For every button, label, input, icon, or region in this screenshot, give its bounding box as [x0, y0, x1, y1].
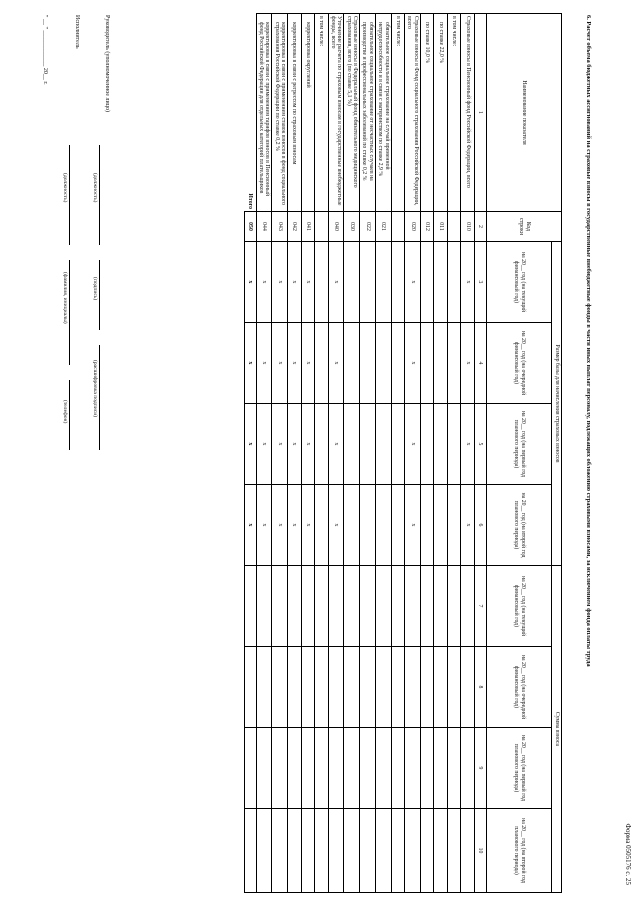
row-name: в том числе:: [391, 14, 405, 212]
header-name: Наименование показателя: [486, 14, 561, 212]
table-cell: x: [405, 485, 421, 566]
executor-name-line[interactable]: [69, 260, 78, 365]
column-number: 9: [474, 728, 486, 809]
table-cell: [288, 647, 302, 728]
row-name: Уточнение расчета по страховым взносам в государственные внебюджетные фонды, всего: [328, 14, 344, 212]
table-cell: [420, 728, 434, 809]
executor-phone-hint: (телефон): [62, 400, 68, 424]
table-cell: [315, 485, 329, 566]
total-cell: [244, 728, 256, 809]
row-code: 020: [405, 212, 421, 242]
table-cell: [360, 809, 376, 893]
table-row: [420, 14, 434, 893]
table-body: [256, 14, 474, 893]
table-row: [272, 14, 288, 893]
row-name: обязательное социальное страхование на случай временной нетрудоспособности и в связи с материнством по ставке 2,9 %: [375, 14, 391, 212]
table-cell: [420, 647, 434, 728]
table-cell: [375, 566, 391, 647]
table-cell: [391, 323, 405, 404]
table-cell: x: [405, 404, 421, 485]
table-cell: [391, 242, 405, 323]
row-code: [315, 212, 329, 242]
column-number: 7: [474, 566, 486, 647]
table-cell: [405, 647, 421, 728]
header-year: на 20__ год (на очередной финансовый год): [486, 647, 551, 728]
table-cell: [447, 566, 461, 647]
total-cell: x: [244, 242, 256, 323]
row-name: Страховые взносы в Фонд социального страхования Российской Федерации, всего: [405, 14, 421, 212]
table-cell: x: [461, 323, 475, 404]
column-number: 8: [474, 647, 486, 728]
head-signature-line[interactable]: [99, 260, 108, 330]
table-cell: x: [328, 485, 344, 566]
row-name: обязательное социальное страхование от несчастных случаев на производстве и профессиональных заболеваний по ставке 0,2 %: [360, 14, 376, 212]
table-cell: [375, 242, 391, 323]
executor-label: Исполнитель: [74, 15, 80, 49]
table-cell: x: [405, 323, 421, 404]
table-row: [405, 14, 421, 893]
table-cell: [420, 809, 434, 893]
table-cell: [328, 809, 344, 893]
table-cell: [420, 566, 434, 647]
table-cell: x: [461, 404, 475, 485]
row-name: Страховые взносы в Пенсионный фонд Российской Федерации, всего: [461, 14, 475, 212]
table-cell: [420, 485, 434, 566]
table-cell: [301, 728, 315, 809]
row-name: Страховые взносы в Федеральный фонд обязательного медицинского страхования, всего (по ставке 5,1 %): [344, 14, 360, 212]
table-cell: x: [328, 323, 344, 404]
header-code: Код строки: [486, 212, 561, 242]
table-cell: [328, 647, 344, 728]
total-cell: x: [244, 323, 256, 404]
table-cell: x: [301, 404, 315, 485]
table-row: [360, 14, 376, 893]
section-title: 6. Расчет объема бюджетных ассигнований на страховые взносы в государственные внебюджетные фонды в части иных выплат персоналу, подлежащих обложению страховыми взносами, за исключением фонда оплаты труда: [585, 15, 592, 667]
header-year: на 20__ год (на первый год планового периода): [486, 404, 551, 485]
table-cell: [434, 566, 448, 647]
table-cell: [391, 809, 405, 893]
table-cell: [434, 647, 448, 728]
row-name: корректировка округлений: [301, 14, 315, 212]
table-row: [315, 14, 329, 893]
table-cell: [315, 323, 329, 404]
column-number: 4: [474, 323, 486, 404]
table-cell: [344, 647, 360, 728]
table-row: [288, 14, 302, 893]
table-cell: [375, 404, 391, 485]
table-cell: [447, 647, 461, 728]
table-cell: [272, 647, 288, 728]
table-cell: x: [256, 323, 272, 404]
table-cell: [461, 566, 475, 647]
table-cell: [315, 566, 329, 647]
total-cell: [244, 647, 256, 728]
table-cell: [344, 323, 360, 404]
row-name: в том числе:: [315, 14, 329, 212]
table-cell: [405, 728, 421, 809]
table-cell: [315, 404, 329, 485]
table-cell: x: [405, 242, 421, 323]
table-cell: [344, 728, 360, 809]
table-cell: [315, 242, 329, 323]
head-position-hint: (должность): [92, 173, 98, 203]
table-cell: [315, 647, 329, 728]
table-cell: [447, 485, 461, 566]
header-year: на 20__ год (на текущий финансовый год): [486, 566, 551, 647]
table-cell: [391, 566, 405, 647]
table-cell: [301, 566, 315, 647]
table-cell: [461, 647, 475, 728]
table-cell: [391, 647, 405, 728]
row-code: [391, 212, 405, 242]
table-cell: x: [288, 404, 302, 485]
row-name: корректировка в связи с применением тарифов взносов в Пенсионный фонд Российской Федерации для отдельных категорий плательщиков: [256, 14, 272, 212]
table-cell: [344, 242, 360, 323]
total-cell: x: [244, 485, 256, 566]
table-cell: x: [328, 404, 344, 485]
column-number: 6: [474, 485, 486, 566]
row-code: [447, 212, 461, 242]
table-cell: [375, 485, 391, 566]
header-year: на 20__ год (на второй год планового периода): [486, 809, 551, 893]
table-cell: x: [256, 242, 272, 323]
table-cell: x: [256, 485, 272, 566]
table-cell: [301, 809, 315, 893]
table-cell: [447, 728, 461, 809]
table-cell: [447, 242, 461, 323]
head-name-hint: (расшифровка подписи): [92, 360, 98, 418]
row-code: 041: [301, 212, 315, 242]
budget-table: [244, 13, 562, 893]
table-cell: [360, 566, 376, 647]
table-cell: x: [288, 323, 302, 404]
table-cell: [375, 323, 391, 404]
table-row: [375, 14, 391, 893]
table-cell: [256, 809, 272, 893]
table-cell: [420, 404, 434, 485]
table-cell: [344, 566, 360, 647]
total-cell: x: [244, 404, 256, 485]
table-cell: [434, 323, 448, 404]
table-row: [256, 14, 272, 893]
table-cell: [434, 404, 448, 485]
column-number: 5: [474, 404, 486, 485]
row-code: 021: [375, 212, 391, 242]
table-row: [391, 14, 405, 893]
table-row: [328, 14, 344, 893]
table-cell: [434, 728, 448, 809]
row-name: по ставке 10,0 %: [420, 14, 434, 212]
head-name-line[interactable]: [99, 345, 108, 450]
column-number-row: [474, 14, 486, 893]
column-number: 1: [474, 14, 486, 212]
table-cell: [391, 485, 405, 566]
row-code: 042: [288, 212, 302, 242]
table-cell: [272, 728, 288, 809]
table-cell: [434, 242, 448, 323]
header-sum-group: Сумма взноса: [551, 566, 561, 893]
table-cell: x: [301, 485, 315, 566]
column-number: 2: [474, 212, 486, 242]
row-name: корректировка в связи с регрессом по страховым взносам: [288, 14, 302, 212]
total-cell: [244, 809, 256, 893]
table-cell: [256, 647, 272, 728]
table-cell: x: [461, 485, 475, 566]
table-cell: [360, 728, 376, 809]
table-cell: [360, 647, 376, 728]
head-signature-hint: (подпись): [92, 277, 98, 301]
table-cell: x: [256, 404, 272, 485]
row-name: в том числе:: [447, 14, 461, 212]
row-name: корректировка в связи с применением ставок взносов в фонд социального страхования Российской Федерации по ставке 0,2 %: [272, 14, 288, 212]
column-number: 3: [474, 242, 486, 323]
header-year: на 20__ год (на первый год планового периода): [486, 728, 551, 809]
table-cell: [328, 566, 344, 647]
header-year: на 20__ год (на второй год планового периода): [486, 485, 551, 566]
row-code: 040: [328, 212, 344, 242]
table-cell: [447, 323, 461, 404]
total-code: 050: [244, 212, 256, 242]
table-cell: [461, 728, 475, 809]
total-cell: [244, 566, 256, 647]
table-cell: [272, 566, 288, 647]
row-name: по ставке 22,0 %: [434, 14, 448, 212]
table-cell: [405, 809, 421, 893]
table-cell: [420, 323, 434, 404]
form-number: Форма 0505176 с. 25: [624, 823, 632, 885]
table-cell: [301, 647, 315, 728]
table-cell: [375, 728, 391, 809]
table-cell: [360, 242, 376, 323]
table-cell: [288, 809, 302, 893]
table-cell: [315, 809, 329, 893]
table-cell: [375, 809, 391, 893]
table-cell: [447, 809, 461, 893]
table-cell: x: [288, 242, 302, 323]
total-row: [244, 14, 256, 893]
table-cell: [375, 647, 391, 728]
table-cell: [420, 242, 434, 323]
row-code: 010: [461, 212, 475, 242]
table-cell: x: [272, 485, 288, 566]
table-row: [301, 14, 315, 893]
head-position-line[interactable]: [99, 145, 108, 245]
table-row: [434, 14, 448, 893]
row-code: 030: [344, 212, 360, 242]
table-cell: [256, 728, 272, 809]
table-cell: [360, 323, 376, 404]
column-number: 10: [474, 809, 486, 893]
table-row: [344, 14, 360, 893]
table-cell: [256, 566, 272, 647]
table-cell: x: [461, 242, 475, 323]
table-cell: [344, 485, 360, 566]
table-cell: x: [301, 323, 315, 404]
table-row: [447, 14, 461, 893]
table-cell: [447, 404, 461, 485]
table-cell: x: [272, 404, 288, 485]
table-cell: x: [288, 485, 302, 566]
table-cell: [360, 485, 376, 566]
table-cell: [328, 728, 344, 809]
table-cell: [344, 809, 360, 893]
table-row: [461, 14, 475, 893]
table-cell: [434, 809, 448, 893]
date-line: " __ " ____________ 20__ г.: [42, 15, 48, 85]
table-cell: x: [272, 242, 288, 323]
table-cell: [360, 404, 376, 485]
row-code: 012: [420, 212, 434, 242]
table-cell: [288, 566, 302, 647]
table-cell: x: [328, 242, 344, 323]
table-cell: [391, 404, 405, 485]
row-code: 011: [434, 212, 448, 242]
table-cell: [272, 809, 288, 893]
table-cell: [288, 728, 302, 809]
total-label: Итого: [246, 193, 253, 209]
head-label: Руководитель (уполномоченное лицо): [104, 15, 110, 112]
row-code: 044: [256, 212, 272, 242]
table-cell: [461, 809, 475, 893]
header-year: на 20__ год (на текущий финансовый год): [486, 242, 551, 323]
table-cell: [434, 485, 448, 566]
row-code: 043: [272, 212, 288, 242]
header-base-group: Размер базы для начисления страховых взносов: [551, 242, 561, 566]
row-code: 022: [360, 212, 376, 242]
executor-name-hint: (фамилия, инициалы): [62, 272, 68, 324]
table-cell: [405, 566, 421, 647]
table-cell: [391, 728, 405, 809]
table-cell: [344, 404, 360, 485]
table-cell: x: [272, 323, 288, 404]
table-cell: x: [301, 242, 315, 323]
executor-position-line[interactable]: [69, 145, 78, 245]
executor-phone-line[interactable]: [69, 380, 78, 450]
executor-position-hint: (должность): [62, 173, 68, 203]
table-cell: [315, 728, 329, 809]
header-year: на 20__ год (на очередной финансовый год): [486, 323, 551, 404]
